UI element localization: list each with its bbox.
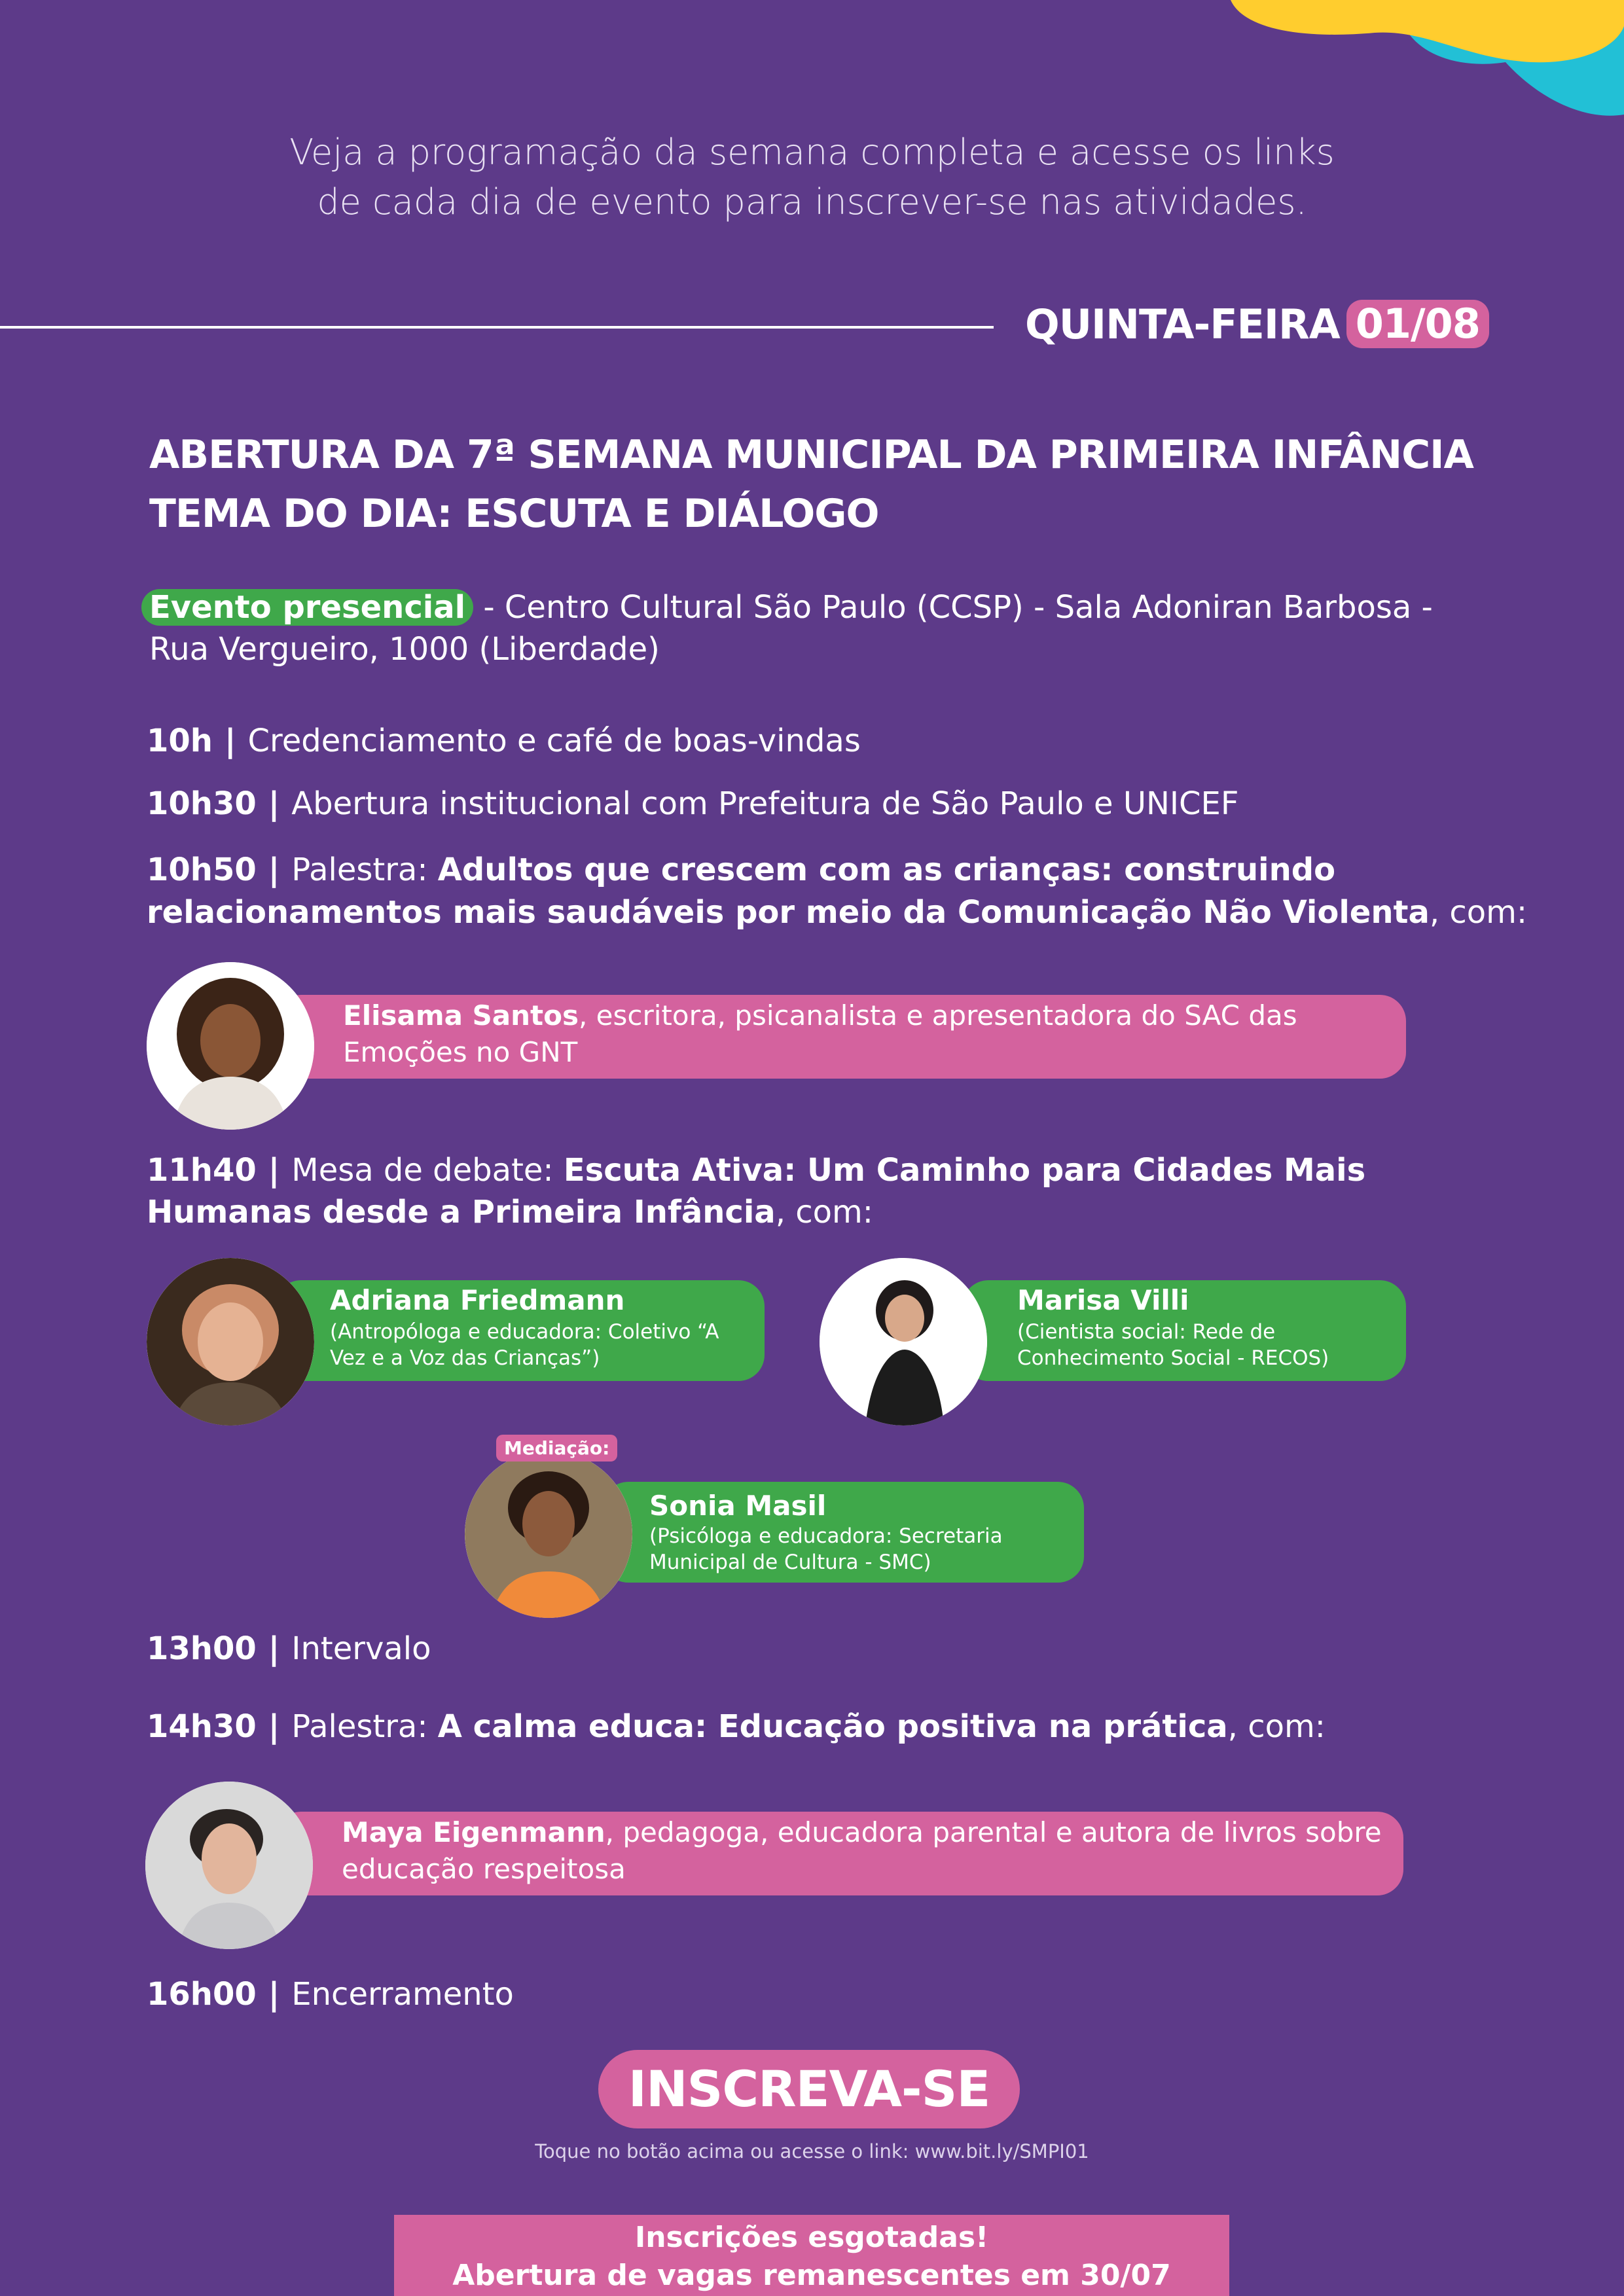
event-title-line-2: TEMA DO DIA: ESCUTA E DIÁLOGO: [149, 491, 879, 537]
panel-title-line-2: Humanas desde a Primeira Infância: [147, 1194, 776, 1230]
speaker-photo-elisama: [147, 962, 314, 1130]
speaker-info-maya: [342, 1814, 1382, 1851]
speaker-desc-marisa-1: (Cientista social: Rede de: [1017, 1320, 1276, 1344]
speaker-photo-marisa: [820, 1258, 987, 1426]
schedule-item-10h: 10h | Credenciamento e café de boas-vindas: [147, 723, 861, 759]
schedule-time: 10h30: [147, 785, 257, 822]
schedule-time: 11h40: [147, 1152, 257, 1189]
speaker-desc-sonia-2: Municipal de Cultura - SMC): [649, 1551, 931, 1574]
schedule-prefix: Palestra:: [291, 852, 438, 888]
schedule-prefix: Mesa de debate:: [291, 1152, 564, 1189]
schedule-item-14h30: 14h30 | Palestra: A calma educa: Educação positiva na prática, com:: [147, 1708, 1326, 1745]
talk-title: A calma educa: Educação positiva na prática: [437, 1708, 1228, 1745]
intro-text: [0, 128, 1624, 227]
talk-title-line-2: relacionamentos mais saudáveis por meio da Comunicação Não Violenta: [147, 894, 1430, 931]
speaker-name-adriana: Adriana Friedmann: [330, 1284, 625, 1316]
section-divider: [0, 326, 994, 329]
speaker-info-elisama: [343, 997, 1297, 1034]
schedule-text: Encerramento: [291, 1976, 514, 2013]
schedule-suffix: , com:: [1227, 1708, 1326, 1745]
schedule-item-13h00: 13h00 | Intervalo: [147, 1630, 431, 1667]
speaker-desc-sonia-1: (Psicóloga e educadora: Secretaria: [649, 1524, 1003, 1548]
schedule-time: 10h: [147, 723, 213, 759]
schedule-item-10h50: 10h50 | Palestra: Adultos que crescem com as crianças: construindo: [147, 852, 1336, 888]
day-date-badge: 01/08: [1346, 300, 1489, 348]
intro-line-1: Veja a programação da semana completa e acesse os links: [289, 132, 1335, 173]
signup-link-note[interactable]: Toque no botão acima ou acesse o link: www.bit.ly/SMPI01: [535, 2140, 1089, 2162]
soldout-line-1: Inscrições esgotadas!: [634, 2221, 989, 2254]
event-type-badge: Evento presencial: [141, 589, 473, 626]
speaker-desc-adriana-1: (Antropóloga e educadora: Coletivo “A: [330, 1320, 719, 1344]
venue-info: [149, 586, 1433, 670]
schedule-item-10h30: 10h30 | Abertura institucional com Prefeitura de São Paulo e UNICEF: [147, 785, 1239, 822]
day-header: [1025, 298, 1489, 350]
speaker-name-marisa: Marisa Villi: [1017, 1284, 1189, 1316]
schedule-suffix: , com:: [1429, 894, 1528, 931]
speaker-name: Elisama Santos: [343, 999, 579, 1031]
speaker-photo-sonia: [465, 1450, 632, 1618]
schedule-item-11h40: 11h40 | Mesa de debate: Escuta Ativa: Um Caminho para Cidades Mais: [147, 1152, 1366, 1189]
speaker-desc-line-2-maya: educação respeitosa: [342, 1853, 626, 1885]
schedule-item-10h50-cont: [147, 891, 1527, 933]
speaker-desc-line-2: Emoções no GNT: [343, 1036, 578, 1068]
speaker-desc-line-1: , escritora, psicanalista e apresentadora do SAC das: [578, 999, 1297, 1031]
speaker-name: Maya Eigenmann: [342, 1816, 605, 1848]
soldout-banner: [394, 2215, 1229, 2296]
mediation-label: Mediação:: [496, 1435, 617, 1462]
schedule-time: 14h30: [147, 1708, 257, 1745]
schedule-item-11h40-cont: [147, 1191, 873, 1233]
speaker-desc-marisa-2: Conhecimento Social - RECOS): [1017, 1346, 1329, 1370]
schedule-time: 16h00: [147, 1976, 257, 2013]
schedule-prefix: Palestra:: [291, 1708, 438, 1745]
panel-title-line-1: Escuta Ativa: Um Caminho para Cidades Mais: [563, 1152, 1366, 1189]
speaker-desc-adriana-2: Vez e a Voz das Crianças”): [330, 1346, 600, 1370]
speaker-name-sonia: Sonia Masil: [649, 1490, 827, 1522]
schedule-text: Credenciamento e café de boas-vindas: [247, 723, 861, 759]
venue-line-1: - Centro Cultural São Paulo (CCSP) - Sala Adoniran Barbosa -: [473, 589, 1433, 626]
speaker-photo-adriana: [147, 1258, 314, 1426]
venue-line-2: Rua Vergueiro, 1000 (Liberdade): [149, 631, 660, 668]
speaker-photo-maya: [145, 1782, 313, 1949]
day-weekday: QUINTA-FEIRA: [1025, 300, 1340, 348]
schedule-time: 13h00: [147, 1630, 257, 1667]
speaker-desc-line-1: , pedagoga, educadora parental e autora de livros sobre: [605, 1816, 1382, 1848]
soldout-line-2: Abertura de vagas remanescentes em 30/07: [452, 2259, 1171, 2292]
schedule-time: 10h50: [147, 852, 257, 888]
signup-button[interactable]: INSCREVA-SE: [598, 2050, 1020, 2128]
talk-title-line-1: Adultos que crescem com as crianças: construindo: [437, 852, 1336, 888]
decorative-blob-top-right: [1231, 0, 1624, 124]
intro-line-2: de cada dia de evento para inscrever-se nas atividades.: [317, 181, 1307, 223]
schedule-item-16h00: 16h00 | Encerramento: [147, 1976, 514, 2013]
schedule-suffix: , com:: [775, 1194, 873, 1230]
schedule-text: Abertura institucional com Prefeitura de São Paulo e UNICEF: [291, 785, 1239, 822]
schedule-text: Intervalo: [291, 1630, 431, 1667]
event-title-line-1: ABERTURA DA 7ª SEMANA MUNICIPAL DA PRIMEIRA INFÂNCIA: [149, 432, 1473, 478]
